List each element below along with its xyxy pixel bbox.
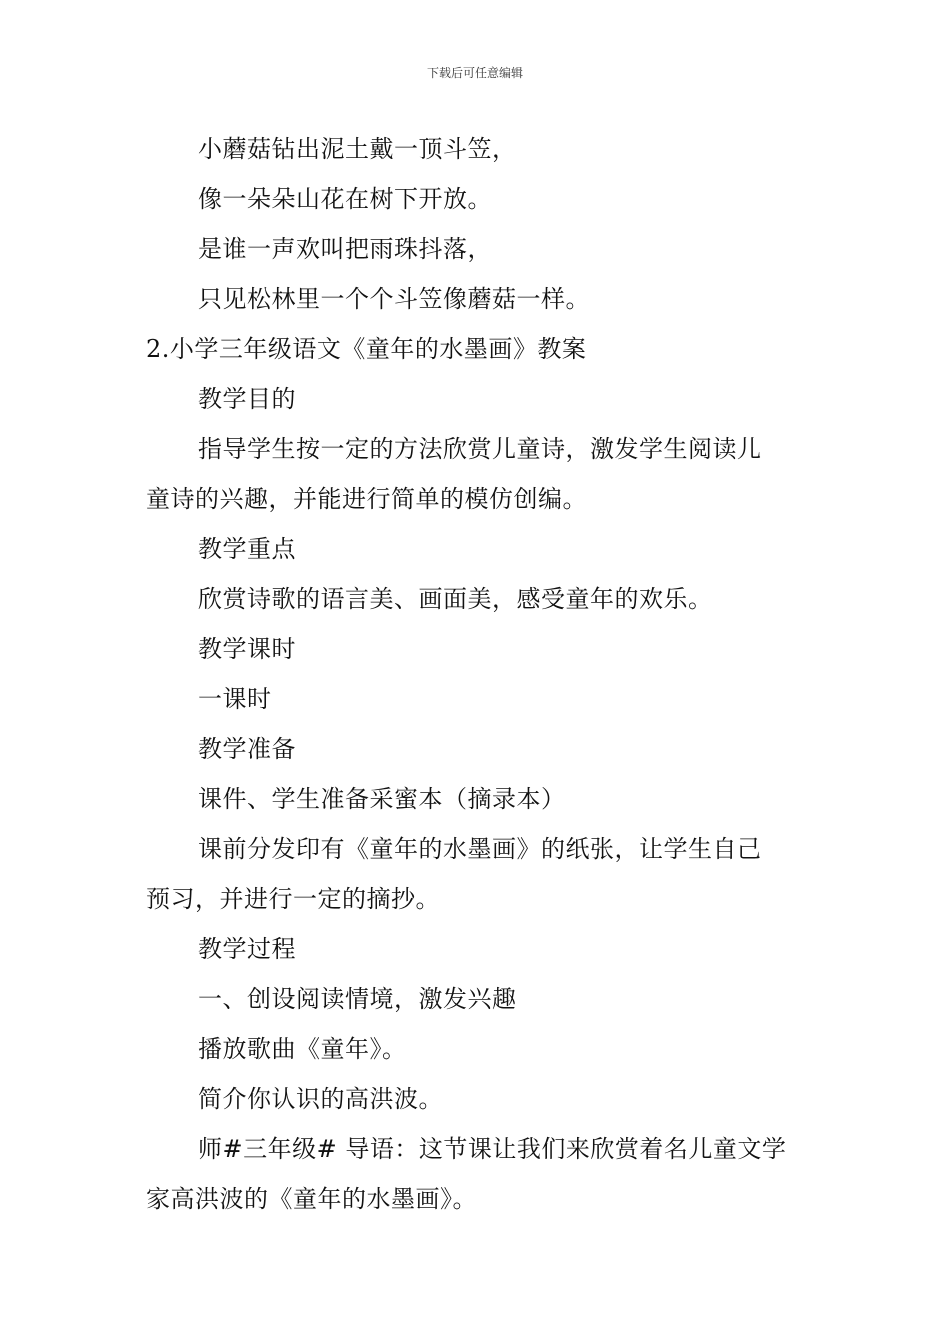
page-header: 下载后可任意编辑: [426, 66, 523, 80]
text-line: 课前分发印有《童年的水墨画》的纸张，让学生自己: [198, 835, 762, 863]
text-line: 小蘑菇钻出泥土戴一顶斗笠，: [198, 135, 517, 163]
text-line: 像一朵朵山花在树下开放。: [198, 185, 492, 213]
text-line: 家高洪波的《童年的水墨画》。: [146, 1185, 477, 1213]
text-line: 指导学生按一定的方法欣赏儿童诗，激发学生阅读儿: [198, 435, 762, 463]
subheading: 教学目的: [198, 385, 296, 413]
text-line: 预习，并进行一定的摘抄。: [146, 885, 440, 913]
text-line: 课件、学生准备采蜜本（摘录本）: [198, 785, 566, 813]
text-line: 播放歌曲《童年》。: [198, 1035, 407, 1063]
document-body: [146, 124, 814, 1224]
text-line: 是谁一声欢叫把雨珠抖落，: [198, 235, 492, 263]
text-line: 欣赏诗歌的语言美、画面美，感受童年的欢乐。: [198, 585, 713, 613]
text-line: 一课时: [198, 685, 272, 713]
text-line: 一、创设阅读情境，激发兴趣: [198, 985, 517, 1013]
section-title: 2.小学三年级语文《童年的水墨画》教案: [146, 335, 587, 363]
subheading: 教学重点: [198, 535, 296, 563]
text-line: 简介你认识的高洪波。: [198, 1085, 443, 1113]
subheading: 教学课时: [198, 635, 296, 663]
text-line: 师#三年级# 导语：这节课让我们来欣赏着名儿童文学: [198, 1135, 787, 1163]
text-line: 只见松林里一个个斗笠像蘑菇一样。: [198, 285, 590, 313]
subheading: 教学过程: [198, 935, 296, 963]
text-line: 童诗的兴趣，并能进行简单的模仿创编。: [146, 485, 587, 513]
subheading: 教学准备: [198, 735, 296, 763]
